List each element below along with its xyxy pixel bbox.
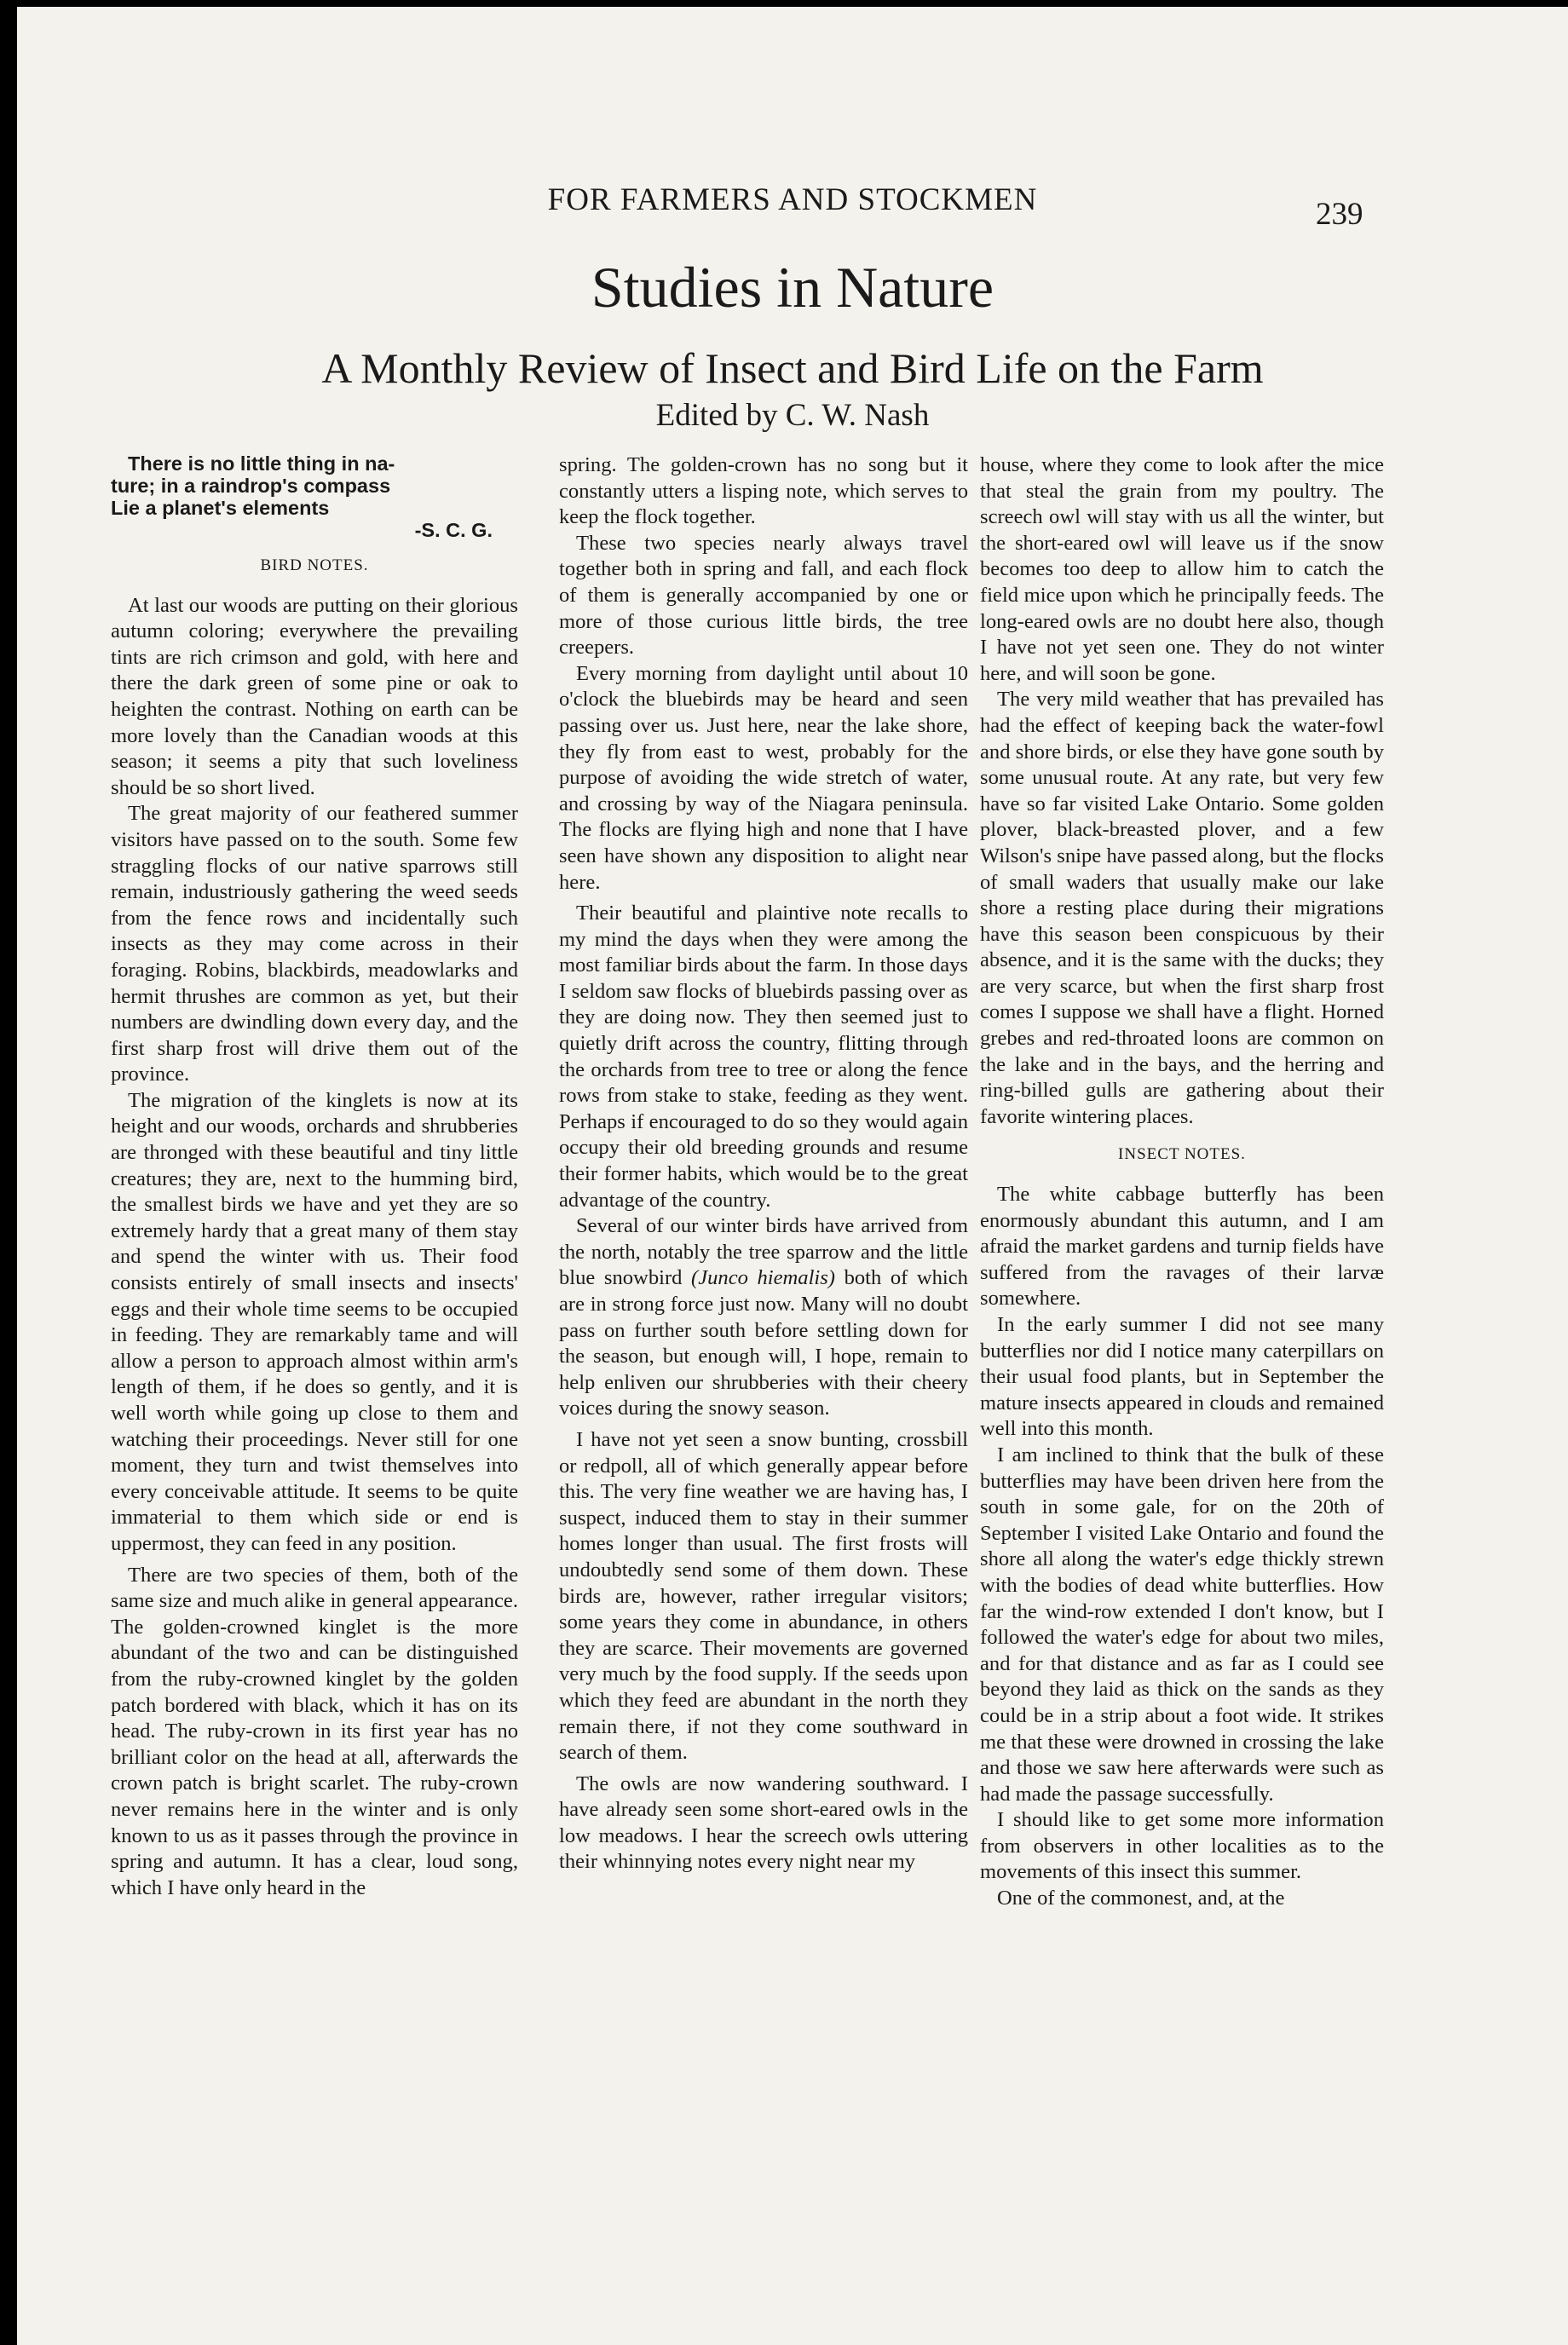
paragraph: There are two species of them, both of the same size and much alike in general appearance. The golden-crowned kinglet is the more abundant of the two and can be distinguished from the ruby-crowned kinglet by the golden patch bordered with black, which it has on its head. The ruby-crown in its first year has no brilliant color on the head at all, afterwards the crown patch is bright scarlet. The ruby-crown never remains here in the winter and is only known to us as it passes through the province in spring and autumn. It has a clear, loud song, which I have only heard in the [111, 1563, 518, 1899]
paragraph: These two species nearly always travel together both in spring and fall, and each flock of them is generally accompanied by one or more of those curious little birds, the tree creepers. [559, 531, 968, 660]
column-2 [559, 452, 968, 1875]
paragraph: Their beautiful and plaintive note recalls to my mind the days when they were among the most familiar birds about the farm. In those days I seldom saw flocks of bluebirds passing over as they are doing now. They then seemed just to quietly drift across the country, flitting through the orchards from tree to tree or along the fence rows from stake to stake, feeding as they went. Perhaps if encouraged to do so they would again occupy their old breeding grounds and resume their former habits, which would be to the great advantage of the country. [559, 902, 968, 1212]
paragraph: The very mild weather that has prevailed has had the effect of keeping back the water-fowl and shore birds, or else they have gone south by some unusual route. At any rate, but very few have so far visited Lake Ontario. Some golden plover, black-breasted plover, and a few Wilson's snipe have passed along, but the flocks of small waders that usually make our lake shore a resting place during their migrations have this season been conspicuous by their absence, and it is the same with the ducks; they are very scarce, but when the first sharp frost comes I suppose we shall have a flight. Horned grebes and red-throated loons are common on the lake and in the bays, and the herring and ring-billed gulls are gathering about their favorite wintering places. [980, 688, 1384, 1128]
article-subtitle: A Monthly Review of Insect and Bird Life on the Farm [321, 344, 1264, 392]
paragraph: I am inclined to think that the bulk of these butterflies may have been driven here from the south in some gale, for on the 20th of September I visited Lake Ontario and found the shore all along the water's edge thickly strewn with the bodies of dead white butterflies. How far the wind-row extended I don't know, but I followed the water's edge for about two miles, and for that distance and as far as I could see beyond they laid as thick on the sands as they could be in a strip about a foot wide. It strikes me that these were drowned in crossing the lake and those we saw here afterwards were such as had made the passage successfully. [980, 1443, 1384, 1806]
paragraph: The owls are now wandering southward. I have already seen some short-eared owls in the low meadows. I hear the screech owls uttering their whinnying notes every night near my [559, 1772, 968, 1874]
column-1 [111, 452, 518, 1901]
page-number: 239 [1316, 197, 1363, 232]
species-name: (Junco hiemalis) [691, 1266, 835, 1290]
paragraph-text: both of which are in strong force just now. Many will no doubt pass on further south before settling down for the season, but enough will, I hope, remain to help enliven our shrubberies with their cheery voices during the snowy season. [559, 1266, 968, 1420]
paragraph [559, 1213, 968, 1422]
paragraph: At last our woods are putting on their glorious autumn coloring; everywhere the prevailing tints are rich crimson and gold, with here and there the dark green of some pine or oak to heighten the contrast. Nothing on earth can be more lovely than the Canadian woods at this season; it seems a pity that such loveliness should be so short lived. [111, 593, 518, 799]
paragraph: The white cabbage butterfly has been enormously abundant this autumn, and I am afraid the market gardens and turnip fields have suffered from the ravages of their larvæ somewhere. [980, 1183, 1384, 1311]
paragraph: I should like to get some more information from observers in other localities as to the movements of this insect this summer. [980, 1808, 1384, 1884]
column-3 [980, 452, 1384, 1912]
paragraph: house, where they come to look after the mice that steal the grain from my poultry. The screech owl will stay with us all the winter, but the short-eared owl will leave us if the snow becomes too deep to allow him to catch the field mice upon which he principally feeds. The long-eared owls are no doubt here also, though I have not yet seen one. They do not winter here, and will soon be gone. [980, 453, 1384, 685]
paragraph: In the early summer I did not see many butterflies nor did I notice many caterpillars on their usual food plants, but in September the mature insects appeared in clouds and remained well into this month. [980, 1313, 1384, 1441]
paragraph: The great majority of our feathered summer visitors have passed on to the south. Some few straggling flocks of our native sparrows still remain, industriously gathering the weed seeds from the fence rows and incidentally such insects as they may come across in their foraging. Robins, blackbirds, meadowlarks and hermit thrushes are common as yet, but their numbers are dwindling down every day, and the first sharp frost will drive them out of the province. [111, 802, 518, 1086]
paragraph: I have not yet seen a snow bunting, crossbill or redpoll, all of which generally appear before this. The very fine weather we are having has, I suspect, induced them to stay in their summer homes longer than usual. The first frosts will undoubtedly send some of them down. These birds are, however, rather irregular visitors; some years they come in abundance, in others they are scarce. Their movements are governed very much by the food supply. If the seeds upon which they feed are abundant in the north they remain there, if not they come southward in search of them. [559, 1427, 968, 1765]
section-heading-bird-notes: BIRD NOTES. [260, 556, 369, 574]
motto-signature: -S. C. G. [414, 519, 493, 541]
paragraph: One of the commonest, and, at the [997, 1887, 1285, 1910]
paragraph: spring. The golden-crown has no song but it constantly utters a lisping note, which serves to keep the flock together. [559, 453, 968, 529]
magazine-page [17, 7, 1568, 2345]
article-title: Studies in Nature [591, 255, 994, 320]
section-heading-insect-notes: INSECT NOTES. [1118, 1145, 1246, 1164]
paragraph: Every morning from daylight until about 10 o'clock the bluebirds may be heard and seen passing over us. Just here, near the lake shore, they fly from east to west, probably for the purpose of avoiding the wide stretch of water, and crossing by way of the Niagara peninsula. The flocks are flying high and none that I have seen have shown any disposition to alight near here. [559, 661, 968, 894]
running-head: FOR FARMERS AND STOCKMEN [547, 182, 1038, 217]
motto-text: There is no little thing in na- ture; in a raindrop's compass Lie a planet's elements [111, 452, 395, 519]
paragraph-text: Several of our winter birds have arrived from the north, notably the tree sparrow and the little blue snowbird [559, 1214, 968, 1290]
article-editor: Edited by C. W. Nash [655, 398, 930, 433]
paragraph: The migration of the kinglets is now at its height and our woods, orchards and shrubberies are thronged with these beautiful and tiny little creatures; they are, next to the humming bird, the smallest birds we have and yet they are so extremely hardy that a great many of them stay and spend the winter with us. Their food consists entirely of small insects and insects' eggs and their whole time seems to be occupied in feeding. They are remarkably tame and will allow a person to approach almost within arm's length of them, if he does so gently, and it is well worth while going up close to them and watching their proceedings. Never still for one moment, they turn and twist themselves into every conceivable attitude. It seems to be quite immaterial to them which side or end is uppermost, they can feed in any position. [111, 1088, 518, 1555]
